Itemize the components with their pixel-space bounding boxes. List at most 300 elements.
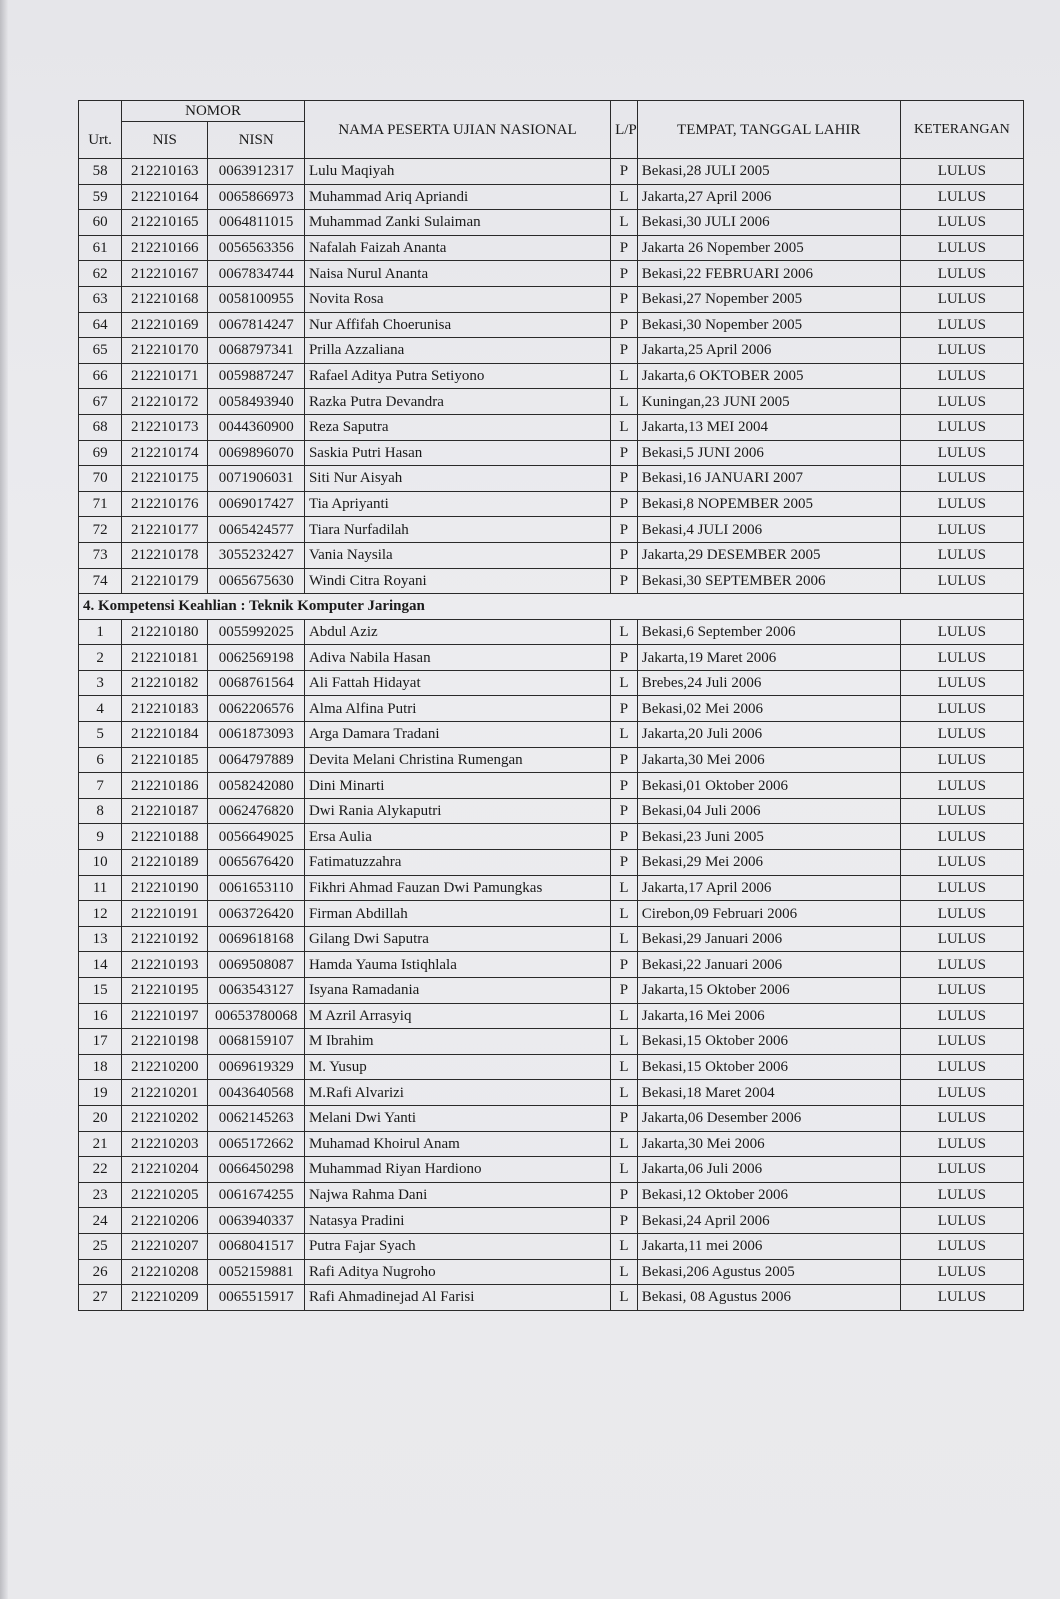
urt-cell: 5	[79, 722, 122, 748]
status-cell: LULUS	[900, 850, 1023, 876]
nis-cell: 212210165	[122, 210, 208, 236]
urt-cell: 25	[79, 1233, 122, 1259]
nis-header: NIS	[122, 122, 208, 159]
nisn-cell: 0071906031	[208, 466, 305, 492]
nisn-cell: 0043640568	[208, 1080, 305, 1106]
name-cell: Dini Minarti	[304, 773, 610, 799]
birth-cell: Jakarta,13 MEI 2004	[637, 414, 900, 440]
birth-cell: Kuningan,23 JUNI 2005	[637, 389, 900, 415]
table-row	[79, 875, 1024, 901]
nis-cell: 212210167	[122, 261, 208, 287]
urt-cell: 26	[79, 1259, 122, 1285]
table-row	[79, 1285, 1024, 1311]
page-edge-shadow	[0, 0, 8, 1599]
status-cell: LULUS	[900, 363, 1023, 389]
birth-cell: Bekasi,18 Maret 2004	[637, 1080, 900, 1106]
name-cell: M. Yusup	[304, 1054, 610, 1080]
urt-cell: 22	[79, 1157, 122, 1183]
nis-cell: 212210186	[122, 773, 208, 799]
nisn-cell: 0064811015	[208, 210, 305, 236]
name-cell: Windi Citra Royani	[304, 568, 610, 594]
birth-cell: Cirebon,09 Februari 2006	[637, 901, 900, 927]
nis-cell: 212210170	[122, 338, 208, 364]
urt-cell: 27	[79, 1285, 122, 1311]
birth-cell: Jakarta,06 Juli 2006	[637, 1157, 900, 1183]
table-row	[79, 363, 1024, 389]
lp-header: L/P	[611, 101, 638, 159]
status-cell: LULUS	[900, 619, 1023, 645]
urt-cell: 70	[79, 466, 122, 492]
nis-cell: 212210172	[122, 389, 208, 415]
table-row	[79, 312, 1024, 338]
birth-cell: Jakarta,27 April 2006	[637, 184, 900, 210]
table-row	[79, 1003, 1024, 1029]
nis-cell: 212210184	[122, 722, 208, 748]
nis-cell: 212210205	[122, 1182, 208, 1208]
urt-cell: 1	[79, 619, 122, 645]
table-row	[79, 747, 1024, 773]
nis-cell: 212210190	[122, 875, 208, 901]
urt-cell: 2	[79, 645, 122, 671]
gender-cell: P	[611, 159, 638, 185]
urt-cell: 18	[79, 1054, 122, 1080]
name-cell: Fikhri Ahmad Fauzan Dwi Pamungkas	[304, 875, 610, 901]
gender-cell: L	[611, 389, 638, 415]
name-cell: Vania Naysila	[304, 542, 610, 568]
gender-cell: L	[611, 1233, 638, 1259]
status-cell: LULUS	[900, 1233, 1023, 1259]
gender-cell: P	[611, 824, 638, 850]
birth-cell: Jakarta,06 Desember 2006	[637, 1105, 900, 1131]
nisn-cell: 0065866973	[208, 184, 305, 210]
nisn-cell: 0058100955	[208, 286, 305, 312]
name-cell: Nafalah Faizah Ananta	[304, 235, 610, 261]
nisn-cell: 0068159107	[208, 1029, 305, 1055]
status-cell: LULUS	[900, 210, 1023, 236]
name-cell: Rafael Aditya Putra Setiyono	[304, 363, 610, 389]
birth-cell: Bekasi,29 Mei 2006	[637, 850, 900, 876]
gender-cell: P	[611, 517, 638, 543]
urt-cell: 59	[79, 184, 122, 210]
nis-cell: 212210201	[122, 1080, 208, 1106]
gender-cell: P	[611, 542, 638, 568]
nis-cell: 212210189	[122, 850, 208, 876]
name-cell: Abdul Aziz	[304, 619, 610, 645]
gender-cell: P	[611, 261, 638, 287]
section-group	[79, 594, 1024, 620]
status-cell: LULUS	[900, 926, 1023, 952]
nis-cell: 212210168	[122, 286, 208, 312]
status-cell: LULUS	[900, 824, 1023, 850]
birth-cell: Jakarta,30 Mei 2006	[637, 1131, 900, 1157]
birth-cell: Bekasi,04 Juli 2006	[637, 798, 900, 824]
name-cell: M.Rafi Alvarizi	[304, 1080, 610, 1106]
urt-cell: 71	[79, 491, 122, 517]
nis-cell: 212210197	[122, 1003, 208, 1029]
gender-cell: L	[611, 619, 638, 645]
name-cell: Najwa Rahma Dani	[304, 1182, 610, 1208]
nis-cell: 212210207	[122, 1233, 208, 1259]
nis-cell: 212210178	[122, 542, 208, 568]
status-cell: LULUS	[900, 491, 1023, 517]
name-cell: M Ibrahim	[304, 1029, 610, 1055]
urt-cell: 66	[79, 363, 122, 389]
table-row	[79, 491, 1024, 517]
nis-cell: 212210166	[122, 235, 208, 261]
name-cell: Hamda Yauma Istiqhlala	[304, 952, 610, 978]
name-cell: Devita Melani Christina Rumengan	[304, 747, 610, 773]
status-cell: LULUS	[900, 773, 1023, 799]
birth-cell: Jakarta,16 Mei 2006	[637, 1003, 900, 1029]
nisn-cell: 0055992025	[208, 619, 305, 645]
nis-cell: 212210163	[122, 159, 208, 185]
gender-cell: P	[611, 235, 638, 261]
nisn-cell: 0061674255	[208, 1182, 305, 1208]
name-cell: Naisa Nurul Ananta	[304, 261, 610, 287]
table-row	[79, 1157, 1024, 1183]
nisn-cell: 0069619329	[208, 1054, 305, 1080]
birth-cell: Jakarta,29 DESEMBER 2005	[637, 542, 900, 568]
gender-cell: P	[611, 773, 638, 799]
nis-cell: 212210177	[122, 517, 208, 543]
urt-cell: 72	[79, 517, 122, 543]
nisn-cell: 0066450298	[208, 1157, 305, 1183]
urt-cell: 73	[79, 542, 122, 568]
section-title: 4. Kompetensi Keahlian : Teknik Komputer Jaringan	[79, 594, 1024, 620]
birth-cell: Brebes,24 Juli 2006	[637, 670, 900, 696]
name-cell: Fatimatuzzahra	[304, 850, 610, 876]
nama-header: NAMA PESERTA UJIAN NASIONAL	[304, 101, 610, 159]
name-cell: Putra Fajar Syach	[304, 1233, 610, 1259]
urt-cell: 13	[79, 926, 122, 952]
nisn-cell: 0069618168	[208, 926, 305, 952]
status-cell: LULUS	[900, 1080, 1023, 1106]
nis-cell: 212210208	[122, 1259, 208, 1285]
gender-cell: P	[611, 1208, 638, 1234]
nis-cell: 212210193	[122, 952, 208, 978]
table-row	[79, 1105, 1024, 1131]
birth-cell: Jakarta,25 April 2006	[637, 338, 900, 364]
urt-cell: 7	[79, 773, 122, 799]
nisn-cell: 0064797889	[208, 747, 305, 773]
gender-cell: L	[611, 184, 638, 210]
gender-cell: P	[611, 798, 638, 824]
gender-cell: P	[611, 568, 638, 594]
table-row	[79, 1029, 1024, 1055]
birth-cell: Bekasi,28 JULI 2005	[637, 159, 900, 185]
nis-cell: 212210204	[122, 1157, 208, 1183]
status-cell: LULUS	[900, 286, 1023, 312]
urt-cell: 62	[79, 261, 122, 287]
birth-cell: Bekasi, 08 Agustus 2006	[637, 1285, 900, 1311]
gender-cell: L	[611, 722, 638, 748]
urt-cell: 3	[79, 670, 122, 696]
urt-cell: 4	[79, 696, 122, 722]
status-cell: LULUS	[900, 978, 1023, 1004]
birth-cell: Bekasi,27 Nopember 2005	[637, 286, 900, 312]
urt-cell: 58	[79, 159, 122, 185]
nis-cell: 212210188	[122, 824, 208, 850]
gender-cell: P	[611, 338, 638, 364]
nis-cell: 212210179	[122, 568, 208, 594]
table-row	[79, 850, 1024, 876]
table-row	[79, 1233, 1024, 1259]
table-row	[79, 645, 1024, 671]
urt-cell: 8	[79, 798, 122, 824]
nis-cell: 212210192	[122, 926, 208, 952]
table-header	[79, 101, 1024, 159]
status-cell: LULUS	[900, 235, 1023, 261]
gender-cell: P	[611, 312, 638, 338]
nisn-header: NISN	[208, 122, 305, 159]
gender-cell: L	[611, 1131, 638, 1157]
status-cell: LULUS	[900, 1029, 1023, 1055]
gender-cell: L	[611, 1003, 638, 1029]
birth-cell: Bekasi,12 Oktober 2006	[637, 1182, 900, 1208]
table-row	[79, 978, 1024, 1004]
table-row	[79, 670, 1024, 696]
urt-cell: 17	[79, 1029, 122, 1055]
nisn-cell: 0062145263	[208, 1105, 305, 1131]
urt-cell: 60	[79, 210, 122, 236]
birth-cell: Jakarta,6 OKTOBER 2005	[637, 363, 900, 389]
status-cell: LULUS	[900, 414, 1023, 440]
name-cell: Alma Alfina Putri	[304, 696, 610, 722]
nisn-cell: 0067814247	[208, 312, 305, 338]
gender-cell: L	[611, 875, 638, 901]
nisn-cell: 0065424577	[208, 517, 305, 543]
nisn-cell: 0065675630	[208, 568, 305, 594]
name-cell: Gilang Dwi Saputra	[304, 926, 610, 952]
nis-cell: 212210195	[122, 978, 208, 1004]
name-cell: Prilla Azzaliana	[304, 338, 610, 364]
table-row	[79, 261, 1024, 287]
table-row	[79, 286, 1024, 312]
status-cell: LULUS	[900, 1003, 1023, 1029]
nisn-cell: 0065676420	[208, 850, 305, 876]
nisn-cell: 0063912317	[208, 159, 305, 185]
gender-cell: P	[611, 696, 638, 722]
nisn-cell: 0059887247	[208, 363, 305, 389]
name-cell: M Azril Arrasyiq	[304, 1003, 610, 1029]
status-cell: LULUS	[900, 1131, 1023, 1157]
status-cell: LULUS	[900, 645, 1023, 671]
nis-cell: 212210180	[122, 619, 208, 645]
table-row	[79, 159, 1024, 185]
status-cell: LULUS	[900, 1208, 1023, 1234]
name-cell: Ali Fattah Hidayat	[304, 670, 610, 696]
birth-cell: Bekasi,6 September 2006	[637, 619, 900, 645]
status-cell: LULUS	[900, 1182, 1023, 1208]
table-row	[79, 235, 1024, 261]
gender-cell: L	[611, 1054, 638, 1080]
urt-cell: 14	[79, 952, 122, 978]
gender-cell: P	[611, 952, 638, 978]
urt-cell: 23	[79, 1182, 122, 1208]
birth-cell: Bekasi,30 JULI 2006	[637, 210, 900, 236]
nomor-header: NOMOR	[122, 101, 305, 122]
status-cell: LULUS	[900, 1259, 1023, 1285]
status-cell: LULUS	[900, 798, 1023, 824]
nis-cell: 212210169	[122, 312, 208, 338]
gender-cell: L	[611, 1080, 638, 1106]
table-row	[79, 901, 1024, 927]
name-cell: Muhammad Zanki Sulaiman	[304, 210, 610, 236]
birth-cell: Bekasi,4 JULI 2006	[637, 517, 900, 543]
nis-cell: 212210173	[122, 414, 208, 440]
nisn-cell: 3055232427	[208, 542, 305, 568]
urt-cell: 15	[79, 978, 122, 1004]
nis-cell: 212210187	[122, 798, 208, 824]
gender-cell: P	[611, 747, 638, 773]
nisn-cell: 0063940337	[208, 1208, 305, 1234]
nisn-cell: 0056649025	[208, 824, 305, 850]
gender-cell: P	[611, 491, 638, 517]
nisn-cell: 0067834744	[208, 261, 305, 287]
name-cell: Natasya Pradini	[304, 1208, 610, 1234]
name-cell: Saskia Putri Hasan	[304, 440, 610, 466]
table-row	[79, 184, 1024, 210]
exam-result-sheet	[78, 100, 1024, 1311]
name-cell: Tiara Nurfadilah	[304, 517, 610, 543]
birth-cell: Bekasi,29 Januari 2006	[637, 926, 900, 952]
nisn-cell: 0068797341	[208, 338, 305, 364]
status-cell: LULUS	[900, 1157, 1023, 1183]
table-row	[79, 414, 1024, 440]
urt-cell: 9	[79, 824, 122, 850]
urt-cell: 19	[79, 1080, 122, 1106]
nis-cell: 212210174	[122, 440, 208, 466]
nis-cell: 212210183	[122, 696, 208, 722]
table-row	[79, 542, 1024, 568]
gender-cell: L	[611, 926, 638, 952]
nis-cell: 212210176	[122, 491, 208, 517]
urt-cell: 65	[79, 338, 122, 364]
table-row	[79, 696, 1024, 722]
birth-cell: Bekasi,22 Januari 2006	[637, 952, 900, 978]
gender-cell: P	[611, 466, 638, 492]
nisn-cell: 0062569198	[208, 645, 305, 671]
table-row	[79, 722, 1024, 748]
gender-cell: P	[611, 286, 638, 312]
status-cell: LULUS	[900, 1285, 1023, 1311]
name-cell: Muhammad Riyan Hardiono	[304, 1157, 610, 1183]
table-row	[79, 466, 1024, 492]
urt-cell: 67	[79, 389, 122, 415]
nisn-cell: 0062206576	[208, 696, 305, 722]
birth-cell: Jakarta 26 Nopember 2005	[637, 235, 900, 261]
status-cell: LULUS	[900, 722, 1023, 748]
urt-cell: 74	[79, 568, 122, 594]
rows-group-b	[79, 619, 1024, 1310]
nisn-cell: 0063543127	[208, 978, 305, 1004]
birth-cell: Jakarta,19 Maret 2006	[637, 645, 900, 671]
table-row	[79, 773, 1024, 799]
status-cell: LULUS	[900, 440, 1023, 466]
birth-cell: Bekasi,16 JANUARI 2007	[637, 466, 900, 492]
status-cell: LULUS	[900, 389, 1023, 415]
birth-cell: Jakarta,15 Oktober 2006	[637, 978, 900, 1004]
birth-cell: Bekasi,30 Nopember 2005	[637, 312, 900, 338]
nis-cell: 212210185	[122, 747, 208, 773]
gender-cell: P	[611, 645, 638, 671]
gender-cell: P	[611, 1182, 638, 1208]
section-row	[79, 594, 1024, 620]
name-cell: Dwi Rania Alykaputri	[304, 798, 610, 824]
name-cell: Melani Dwi Yanti	[304, 1105, 610, 1131]
nisn-cell: 0063726420	[208, 901, 305, 927]
name-cell: Muhammad Ariq Apriandi	[304, 184, 610, 210]
urt-header-spacer	[79, 101, 122, 122]
table-row	[79, 568, 1024, 594]
birth-cell: Bekasi,30 SEPTEMBER 2006	[637, 568, 900, 594]
nisn-cell: 0062476820	[208, 798, 305, 824]
nisn-cell: 0044360900	[208, 414, 305, 440]
birth-cell: Bekasi,15 Oktober 2006	[637, 1054, 900, 1080]
urt-cell: 21	[79, 1131, 122, 1157]
nisn-cell: 0068761564	[208, 670, 305, 696]
table-row	[79, 1182, 1024, 1208]
nisn-cell: 0069508087	[208, 952, 305, 978]
name-cell: Tia Apriyanti	[304, 491, 610, 517]
birth-cell: Bekasi,5 JUNI 2006	[637, 440, 900, 466]
table-row	[79, 1080, 1024, 1106]
gender-cell: L	[611, 1157, 638, 1183]
status-cell: LULUS	[900, 312, 1023, 338]
gender-cell: L	[611, 363, 638, 389]
birth-cell: Bekasi,02 Mei 2006	[637, 696, 900, 722]
table-row	[79, 952, 1024, 978]
urt-cell: 6	[79, 747, 122, 773]
nisn-cell: 0065172662	[208, 1131, 305, 1157]
urt-cell: 63	[79, 286, 122, 312]
nisn-cell: 0052159881	[208, 1259, 305, 1285]
birth-cell: Bekasi,22 FEBRUARI 2006	[637, 261, 900, 287]
name-cell: Adiva Nabila Hasan	[304, 645, 610, 671]
status-cell: LULUS	[900, 466, 1023, 492]
nis-cell: 212210171	[122, 363, 208, 389]
nis-cell: 212210202	[122, 1105, 208, 1131]
table-row	[79, 824, 1024, 850]
urt-cell: 68	[79, 414, 122, 440]
table-row	[79, 926, 1024, 952]
name-cell: Nur Affifah Choerunisa	[304, 312, 610, 338]
birth-cell: Bekasi,24 April 2006	[637, 1208, 900, 1234]
nisn-cell: 0056563356	[208, 235, 305, 261]
gender-cell: L	[611, 1259, 638, 1285]
nis-cell: 212210203	[122, 1131, 208, 1157]
table-row	[79, 798, 1024, 824]
status-cell: LULUS	[900, 338, 1023, 364]
nis-cell: 212210191	[122, 901, 208, 927]
status-cell: LULUS	[900, 1054, 1023, 1080]
name-cell: Reza Saputra	[304, 414, 610, 440]
status-cell: LULUS	[900, 875, 1023, 901]
nisn-cell: 0065515917	[208, 1285, 305, 1311]
status-cell: LULUS	[900, 1105, 1023, 1131]
table-row	[79, 440, 1024, 466]
nis-cell: 212210181	[122, 645, 208, 671]
gender-cell: P	[611, 1105, 638, 1131]
birth-cell: Jakarta,20 Juli 2006	[637, 722, 900, 748]
birth-cell: Bekasi,01 Oktober 2006	[637, 773, 900, 799]
gender-cell: P	[611, 978, 638, 1004]
gender-cell: L	[611, 210, 638, 236]
birth-cell: Jakarta,11 mei 2006	[637, 1233, 900, 1259]
birth-cell: Jakarta,17 April 2006	[637, 875, 900, 901]
urt-cell: 64	[79, 312, 122, 338]
urt-cell: 10	[79, 850, 122, 876]
